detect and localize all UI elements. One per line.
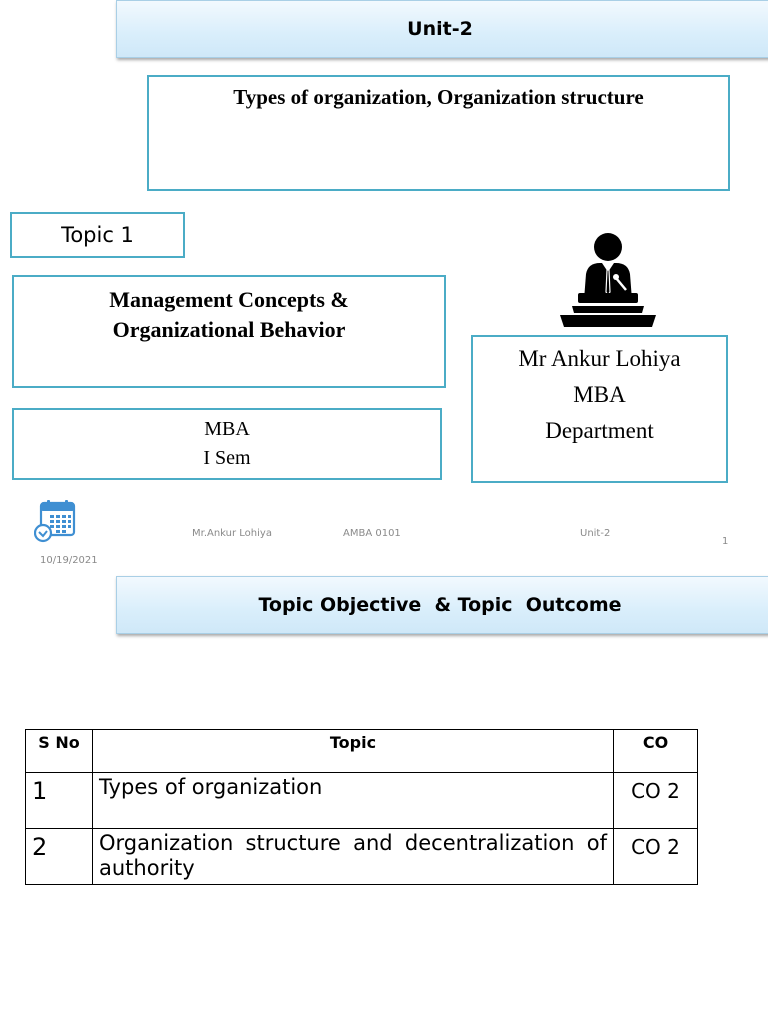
program-label: MBA — [204, 418, 250, 440]
row-topic: Organization structure and decentralization of authority — [93, 829, 614, 885]
header-co: CO — [614, 730, 698, 773]
objective-title-banner — [116, 576, 768, 634]
row-co: CO 2 — [614, 829, 698, 885]
calendar-icon — [34, 499, 76, 543]
faculty-name: Mr Ankur Lohiya — [518, 346, 681, 371]
program-box — [12, 408, 442, 480]
table-row — [26, 773, 698, 829]
footer-author: Mr.Ankur Lohiya — [192, 528, 272, 539]
row-co: CO 2 — [614, 773, 698, 829]
objective-title: Topic Objective & Topic Outcome — [258, 594, 622, 616]
footer-date: 10/19/2021 — [40, 555, 98, 566]
table-row — [26, 829, 698, 885]
table-header-row — [26, 730, 698, 773]
header-topic: Topic — [93, 730, 614, 773]
subtitle-box — [147, 75, 730, 191]
objective-table — [25, 729, 698, 885]
faculty-box — [471, 335, 728, 483]
course-title-line1: Management Concepts & — [109, 287, 349, 312]
footer-course-code: AMBA 0101 — [343, 528, 401, 539]
header-sno: S No — [26, 730, 93, 773]
row-topic: Types of organization — [93, 773, 614, 829]
faculty-program: MBA — [573, 382, 626, 407]
footer-page-number: 1 — [722, 536, 729, 547]
unit-title: Unit-2 — [407, 18, 473, 40]
unit-subtitle: Types of organization, Organization structure — [233, 85, 644, 109]
faculty-department: Department — [545, 418, 654, 443]
course-title-line2: Organizational Behavior — [112, 317, 346, 342]
topic-label: Topic 1 — [61, 223, 134, 247]
semester-label: I Sem — [203, 447, 251, 469]
unit-title-banner — [116, 0, 768, 58]
row-sno: 2 — [26, 829, 93, 885]
topic-box — [10, 212, 185, 258]
row-sno: 1 — [26, 773, 93, 829]
course-title-box — [12, 275, 446, 388]
speaker-at-podium-icon — [558, 230, 658, 328]
footer-unit: Unit-2 — [580, 528, 611, 539]
